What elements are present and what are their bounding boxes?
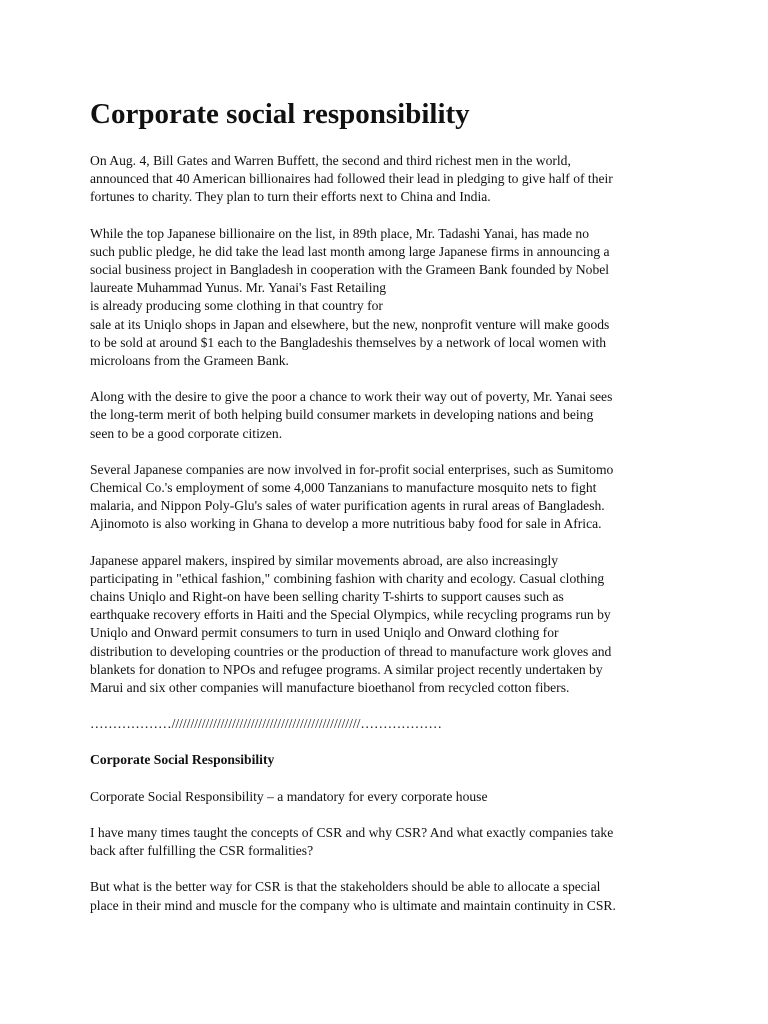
paragraph-7 — [90, 824, 690, 860]
paragraph-2 — [90, 225, 690, 371]
text-line: the long-term merit of both helping build consumer markets in developing nations and being — [90, 407, 594, 423]
section-heading: Corporate Social Responsibility — [90, 752, 275, 768]
text-line: place in their mind and muscle for the company who is ultimate and maintain continuity in CSR. — [90, 897, 616, 913]
text-line: to be sold at around $1 each to the Bangladeshis themselves by a network of local women with — [90, 334, 607, 350]
text-line: malaria, and Nippon Poly-Glu's sales of water purification agents in rural areas of Bangladesh. — [90, 498, 605, 514]
text-line: such public pledge, he did take the lead last month among large Japanese firms in announcing a — [90, 243, 610, 259]
text-line: microloans from the Grameen Bank. — [90, 353, 289, 369]
text-line: Corporate Social Responsibility – a mandatory for every corporate house — [90, 788, 488, 804]
text-line: is already producing some clothing in that country for — [90, 298, 383, 314]
text-line: I have many times taught the concepts of CSR and why CSR? And what exactly companies take — [90, 824, 614, 840]
paragraph-8 — [90, 878, 690, 914]
paragraph-4 — [90, 461, 690, 534]
text-line: But what is the better way for CSR is that the stakeholders should be able to allocate a special — [90, 879, 601, 895]
text-line: fortunes to charity. They plan to turn their efforts next to China and India. — [90, 189, 491, 205]
text-line: Uniqlo and Onward permit consumers to turn in used Uniqlo and Onward clothing for — [90, 625, 559, 641]
text-line: chains Uniqlo and Right-on have been selling charity T-shirts to support causes such as — [90, 589, 564, 605]
text-line: social business project in Bangladesh in cooperation with the Grameen Bank founded by Nobel — [90, 262, 610, 278]
separator-text: ………………//////////////////////////////////////////////////……………… — [90, 716, 442, 732]
text-line: earthquake recovery efforts in Haiti and the Special Olympics, while recycling programs run by — [90, 607, 611, 623]
paragraph-5 — [90, 552, 690, 698]
text-line: blankets for donation to NPOs and refugee programs. A similar project recently undertaken by — [90, 661, 603, 677]
text-line: Chemical Co.'s employment of some 4,000 Tanzanians to manufacture mosquito nets to fight — [90, 480, 597, 496]
text-line: sale at its Uniqlo shops in Japan and elsewhere, but the new, nonprofit venture will make goods — [90, 316, 610, 332]
text-line: On Aug. 4, Bill Gates and Warren Buffett, the second and third richest men in the world, — [90, 153, 571, 168]
paragraph-3 — [90, 388, 690, 443]
text-line: Marui and six other companies will manufacture bioethanol from recycled cotton fibers. — [90, 680, 570, 696]
text-line: participating in "ethical fashion," combining fashion with charity and ecology. Casual clothing — [90, 570, 605, 586]
paragraph-1 — [90, 152, 690, 207]
text-line: back after fulfilling the CSR formalities? — [90, 843, 314, 859]
text-line: announced that 40 American billionaires had followed their lead in pledging to give half of their — [90, 171, 613, 187]
text-line: While the top Japanese billionaire on the list, in 89th place, Mr. Tadashi Yanai, has made no — [90, 225, 590, 241]
text-line: Several Japanese companies are now involved in for-profit social enterprises, such as Sumitomo — [90, 461, 614, 477]
text-line: Along with the desire to give the poor a chance to work their way out of poverty, Mr. Yanai sees — [90, 389, 613, 405]
text-line: laureate Muhammad Yunus. Mr. Yanai's Fast Retailing — [90, 280, 387, 296]
text-line: Ajinomoto is also working in Ghana to develop a more nutritious baby food for sale in Africa. — [90, 516, 602, 532]
text-line: seen to be a good corporate citizen. — [90, 425, 283, 441]
page-title: Corporate social responsibility — [90, 98, 470, 130]
document-page — [90, 96, 690, 933]
text-line: Japanese apparel makers, inspired by similar movements abroad, are also increasingly — [90, 552, 559, 568]
text-line: distribution to developing countries or the production of thread to manufacture work gloves and — [90, 643, 612, 659]
paragraph-6 — [90, 788, 690, 806]
separator-line — [90, 715, 690, 733]
